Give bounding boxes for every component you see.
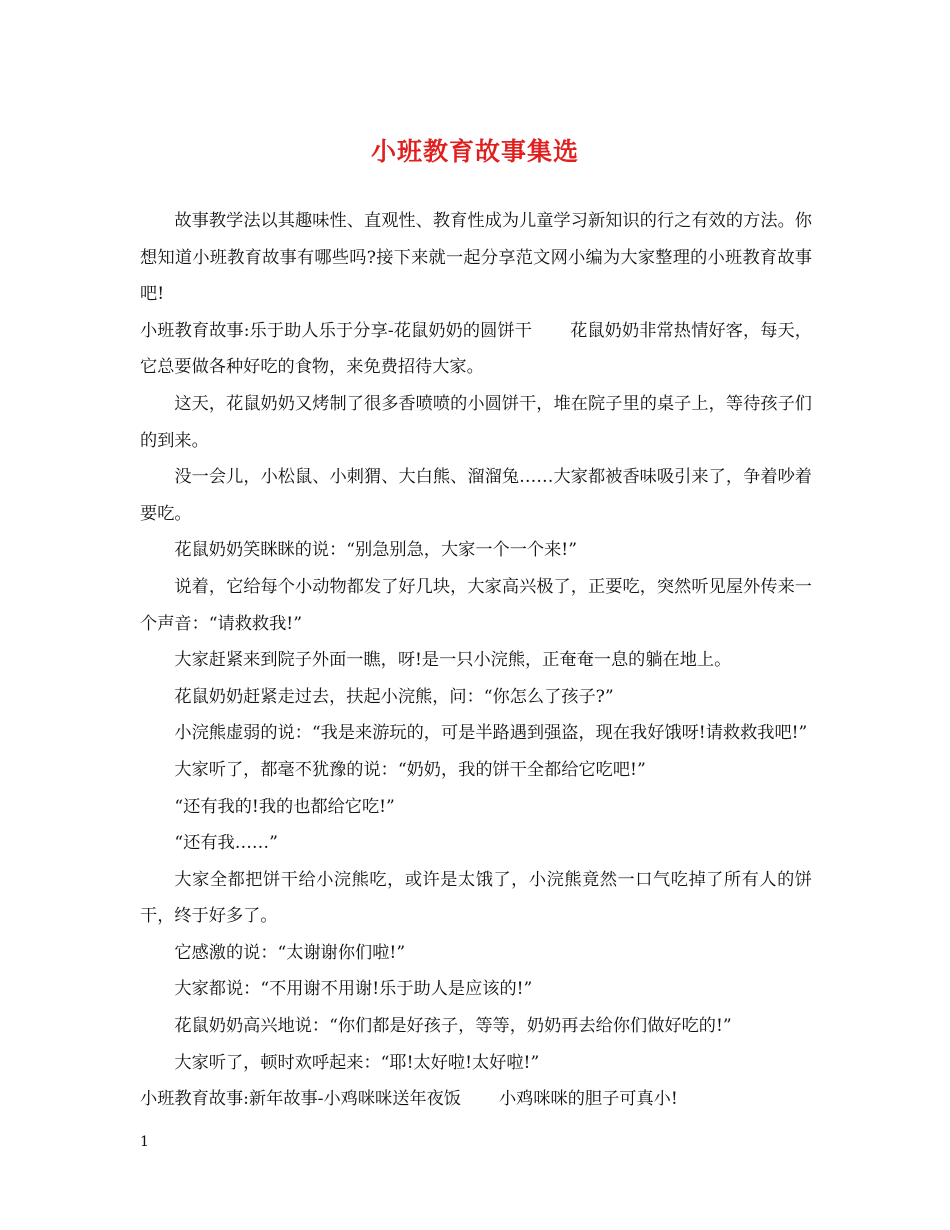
paragraph: 大家听了，顿时欢呼起来：“耶!太好啦!太好啦!” [174, 1052, 540, 1073]
story-heading: 小班教育故事:乐于助人乐于分享-花鼠奶奶的圆饼干 [140, 320, 533, 341]
paragraph-text: 花鼠奶奶非常热情好客，每天，它总要做各种好吃的食物，来免费招待大家。 [140, 320, 812, 378]
paragraph: 大家听了，都毫不犹豫的说：“奶奶，我的饼干全都给它吃吧!” [174, 759, 646, 780]
paragraph: 花鼠奶奶笑眯眯的说：“别急别急，大家一个一个来!” [174, 540, 577, 561]
document-body [140, 203, 812, 1118]
paragraph: 小浣熊虚弱的说：“我是来游玩的，可是半路遇到强盗，现在我好饿呀!请救救我吧!” [174, 723, 808, 744]
story-heading-paragraph [140, 313, 812, 386]
paragraph: 说着，它给每个小动物都发了好几块，大家高兴极了，正要吃，突然听见屋外传来一个声音：“请救救我!” [140, 576, 812, 634]
page-number: 1 [140, 1134, 149, 1150]
paragraph: 大家都说：“不用谢不用谢!乐于助人是应该的!” [174, 979, 533, 1000]
story-heading: 小班教育故事:新年故事-小鸡咪咪送年夜饭 [140, 1089, 461, 1110]
paragraph: 大家赶紧来到院子外面一瞧，呀!是一只小浣熊，正奄奄一息的躺在地上。 [174, 650, 732, 671]
paragraph-text: 小鸡咪咪的胆子可真小! [498, 1089, 678, 1110]
paragraph-intro: 故事教学法以其趣味性、直观性、教育性成为儿童学习新知识的行之有效的方法。你想知道小班教育故事有哪些吗?接下来就一起分享范文网小编为大家整理的小班教育故事吧! [140, 211, 812, 305]
paragraph: 大家全都把饼干给小浣熊吃，或许是太饿了，小浣熊竟然一口气吃掉了所有人的饼干，终于好多了。 [140, 869, 812, 927]
story-heading-paragraph [140, 1081, 812, 1118]
paragraph: 这天，花鼠奶奶又烤制了很多香喷喷的小圆饼干，堆在院子里的桌子上，等待孩子们的到来。 [140, 393, 812, 451]
paragraph: 它感激的说：“太谢谢你们啦!” [174, 942, 406, 963]
paragraph: 花鼠奶奶高兴地说：“你们都是好孩子，等等，奶奶再去给你们做好吃的!” [174, 1016, 732, 1037]
paragraph: “还有我的!我的也都给它吃!” [174, 796, 395, 817]
paragraph: 花鼠奶奶赶紧走过去，扶起小浣熊，问：“你怎么了孩子?” [174, 686, 614, 707]
paragraph: 没一会儿，小松鼠、小刺猬、大白熊、溜溜兔……大家都被香味吸引来了，争着吵着要吃。 [140, 467, 812, 524]
document-title: 小班教育故事集选 [370, 137, 579, 166]
paragraph: “还有我……” [174, 833, 278, 854]
